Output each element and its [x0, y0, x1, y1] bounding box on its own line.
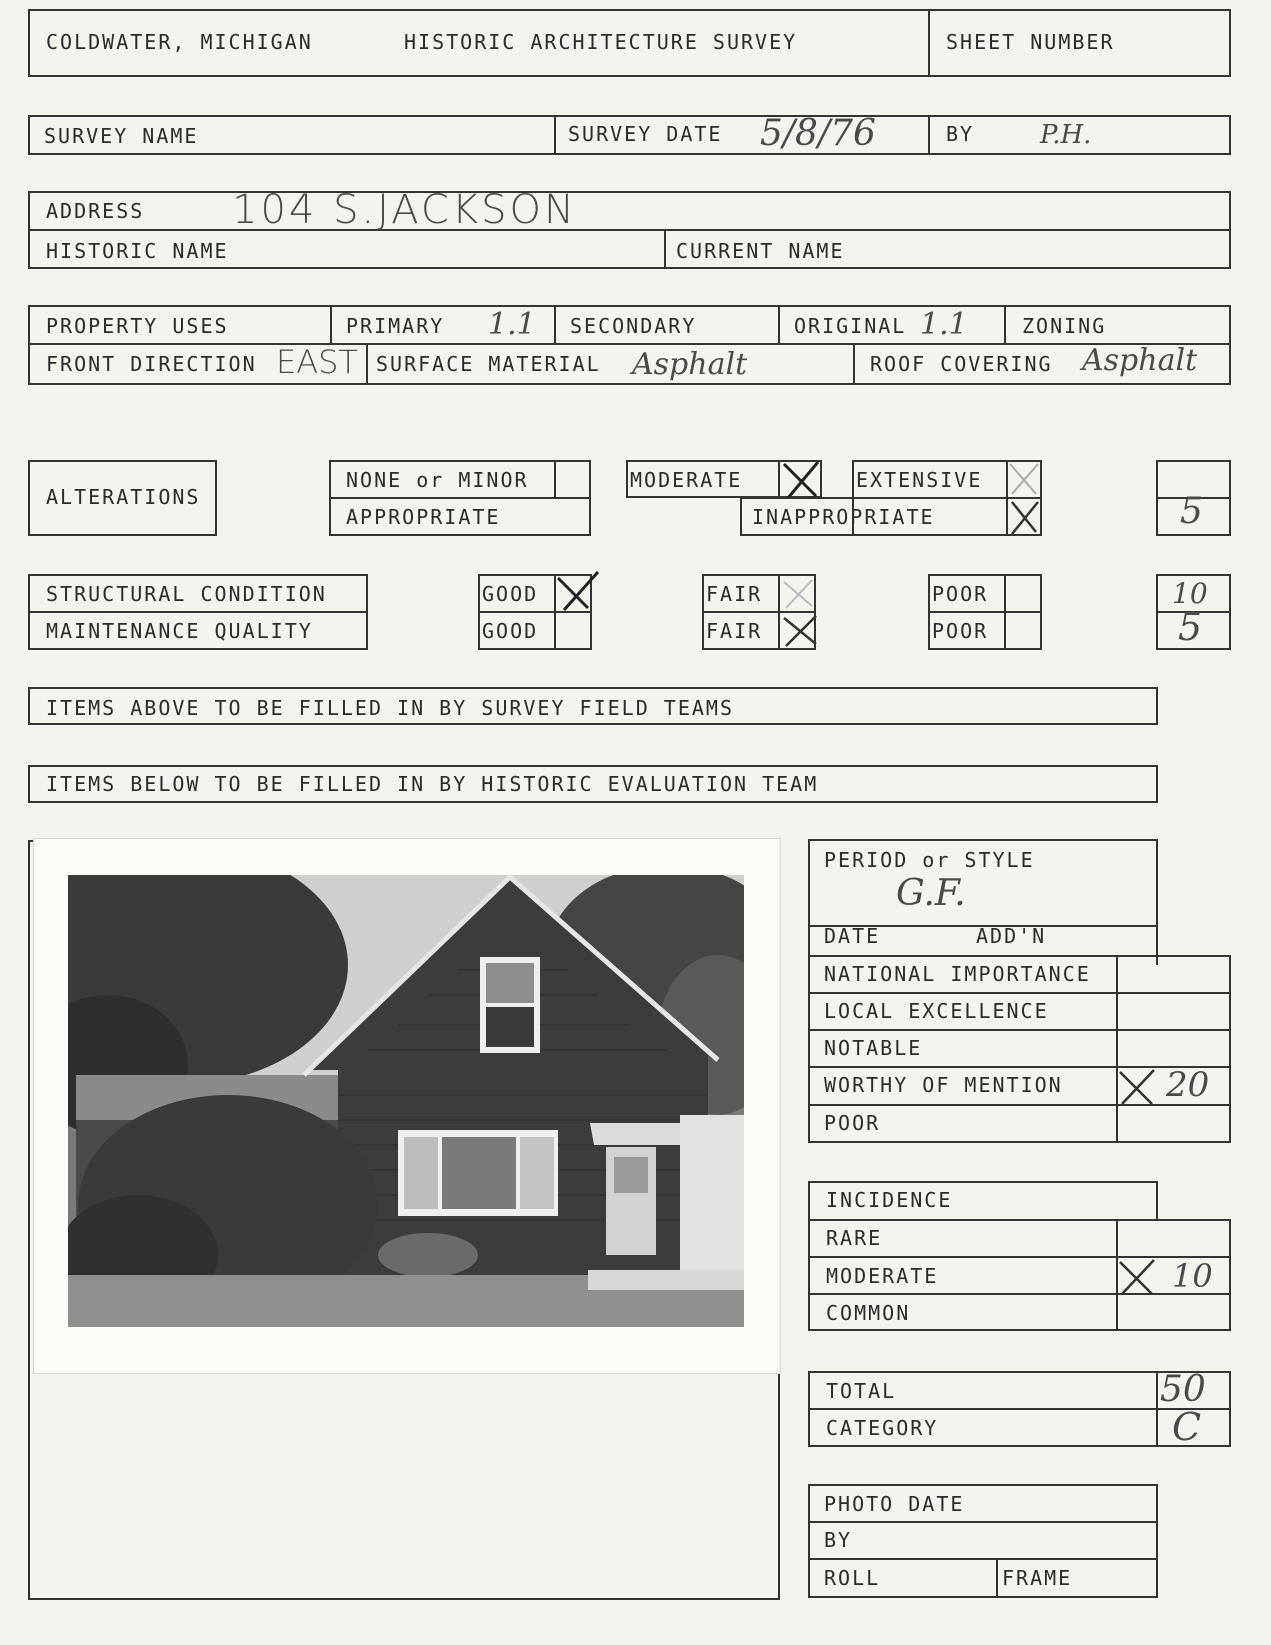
period-style-label: PERIOD or STYLE — [824, 848, 1035, 872]
items-above-note: ITEMS ABOVE TO BE FILLED IN BY SURVEY FIELD TEAMS — [46, 696, 735, 720]
maintenance-fair-check-mark — [778, 612, 824, 650]
structural-score: 10 — [1172, 577, 1208, 610]
rare-label: RARE — [826, 1226, 883, 1250]
surface-material-value: Asphalt — [632, 347, 748, 382]
local-excellence-label: LOCAL EXCELLENCE — [824, 999, 1049, 1023]
structural-fair-check-mark — [778, 576, 818, 612]
moderate-check-mark — [778, 458, 824, 502]
surface-material-label: SURFACE MATERIAL — [376, 352, 601, 376]
inappropriate-check-mark — [1006, 498, 1042, 536]
form-title: HISTORIC ARCHITECTURE SURVEY — [404, 30, 798, 54]
roll-label: ROLL — [824, 1566, 881, 1590]
secondary-label: SECONDARY — [570, 314, 697, 338]
importance-poor-label: POOR — [824, 1111, 881, 1135]
items-below-note: ITEMS BELOW TO BE FILLED IN BY HISTORIC EVALUATION TEAM — [46, 772, 819, 796]
total-label: TOTAL — [826, 1379, 897, 1403]
total-value: 50 — [1160, 1369, 1206, 1410]
appropriate-label: APPROPRIATE — [346, 505, 501, 529]
maintenance-quality-label: MAINTENANCE QUALITY — [46, 619, 313, 643]
structural-condition-label: STRUCTURAL CONDITION — [46, 582, 327, 606]
period-style-value: G.F. — [896, 873, 966, 914]
notable-label: NOTABLE — [824, 1036, 923, 1060]
original-value: 1.1 — [920, 307, 968, 342]
worthy-of-mention-label: WORTHY OF MENTION — [824, 1073, 1063, 1097]
incidence-moderate-label: MODERATE — [826, 1264, 939, 1288]
frame-label: FRAME — [1002, 1566, 1073, 1590]
roof-covering-label: ROOF COVERING — [870, 352, 1053, 376]
original-label: ORIGINAL — [794, 314, 907, 338]
national-importance-label: NATIONAL IMPORTANCE — [824, 962, 1091, 986]
primary-value: 1.1 — [488, 307, 536, 342]
survey-date-value: 5/8/76 — [760, 113, 876, 154]
photo-date-label: PHOTO DATE — [824, 1492, 965, 1516]
structural-good-check-mark — [552, 568, 602, 614]
structural-poor-label: POOR — [932, 582, 989, 606]
date-label: DATE — [824, 924, 881, 948]
property-uses-label: PROPERTY USES — [46, 314, 229, 338]
zoning-label: ZONING — [1022, 314, 1107, 338]
survey-by-value: P.H. — [1040, 120, 1092, 150]
maintenance-fair-label: FAIR — [706, 619, 763, 643]
house-photo — [68, 875, 744, 1327]
extensive-label: EXTENSIVE — [856, 468, 983, 492]
incidence-label: INCIDENCE — [826, 1188, 953, 1212]
none-minor-label: NONE or MINOR — [346, 468, 529, 492]
address-value: 104 S.JACKSON — [232, 187, 577, 233]
incidence-score: 10 — [1172, 1257, 1213, 1295]
alterations-score: 5 — [1180, 491, 1203, 532]
worthy-check-mark — [1114, 1066, 1160, 1108]
photo-by-label: BY — [824, 1528, 853, 1552]
alterations-label: ALTERATIONS — [46, 485, 201, 509]
roof-covering-value: Asphalt — [1082, 343, 1198, 378]
current-name-label: CURRENT NAME — [676, 239, 845, 263]
maintenance-good-label: GOOD — [482, 619, 539, 643]
incidence-moderate-check-mark — [1114, 1256, 1160, 1298]
front-direction-label: FRONT DIRECTION — [46, 352, 257, 376]
category-value: C — [1172, 1405, 1202, 1449]
addn-label: ADD'N — [976, 924, 1047, 948]
sheet-number-label: SHEET NUMBER — [946, 30, 1115, 54]
inappropriate-label: INAPPROPRIATE — [752, 505, 935, 529]
maintenance-score: 5 — [1178, 605, 1203, 649]
survey-by-label: BY — [946, 122, 975, 146]
moderate-label: MODERATE — [630, 468, 743, 492]
category-label: CATEGORY — [826, 1416, 939, 1440]
maintenance-poor-label: POOR — [932, 619, 989, 643]
structural-fair-label: FAIR — [706, 582, 763, 606]
survey-date-label: SURVEY DATE — [568, 122, 723, 146]
primary-label: PRIMARY — [346, 314, 445, 338]
worthy-score: 20 — [1166, 1065, 1210, 1105]
address-label: ADDRESS — [46, 199, 145, 223]
extensive-check-mark — [1006, 460, 1042, 498]
city-label: COLDWATER, MICHIGAN — [46, 30, 313, 54]
front-direction-value: EAST — [276, 343, 358, 381]
historic-name-label: HISTORIC NAME — [46, 239, 229, 263]
structural-good-label: GOOD — [482, 582, 539, 606]
common-label: COMMON — [826, 1301, 911, 1325]
survey-name-label: SURVEY NAME — [44, 124, 199, 148]
